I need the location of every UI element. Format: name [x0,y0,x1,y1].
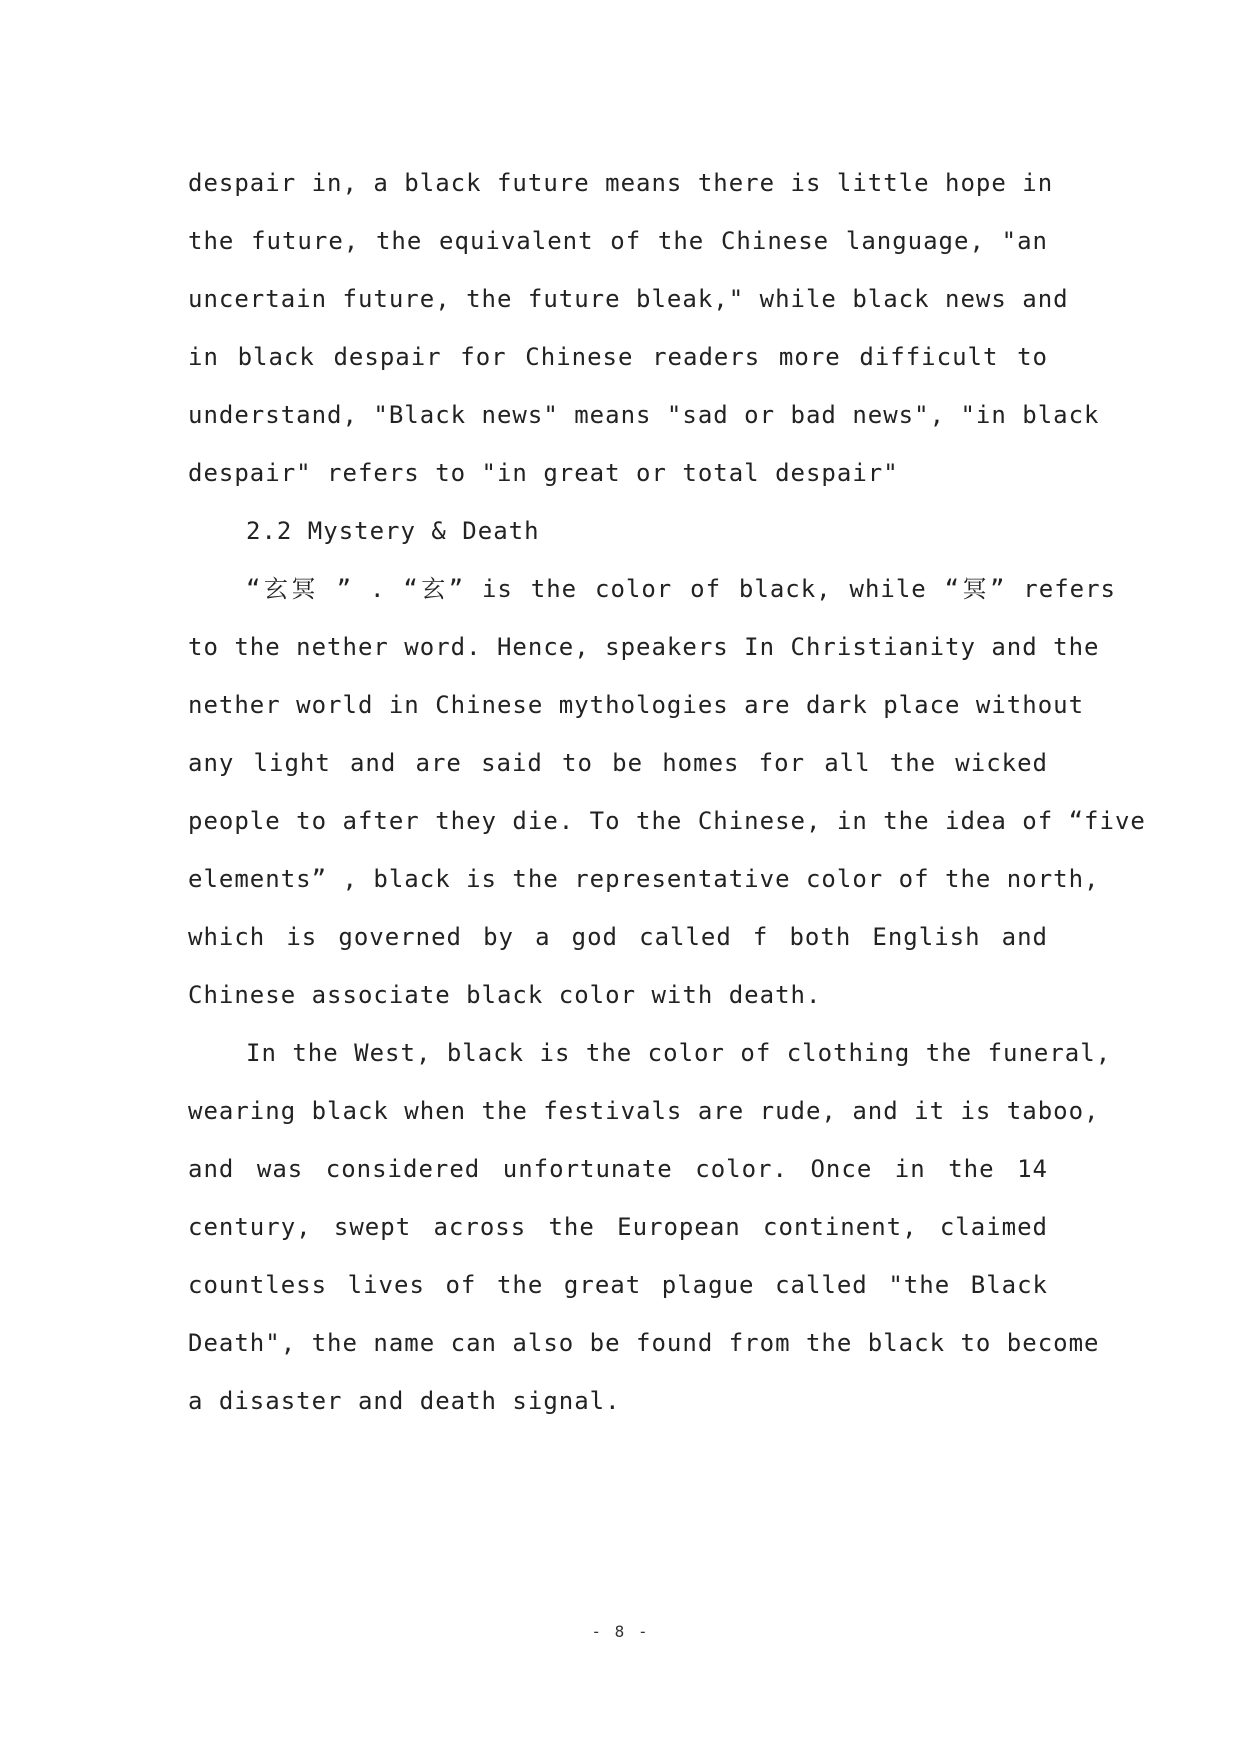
body-line: Chinese associate black color with death. [188,981,822,1009]
section-heading: 2.2 Mystery & Death [246,517,540,545]
page-number: - 8 - [591,1622,650,1641]
body-line: wearing black when the festivals are rude, and it is taboo, [188,1097,1100,1125]
body-line: a disaster and death signal. [188,1387,621,1415]
body-line: uncertain future, the future bleak," while black news and [188,285,1069,313]
body-line: the future, the equivalent of the Chinese language, "an [188,227,1048,255]
body-line: nether world in Chinese mythologies are dark place without [188,691,1085,719]
body-line: Death", the name can also be found from the black to become [188,1329,1100,1357]
body-line: people to after they die. To the Chinese, in the idea of “five [188,807,1146,835]
body-line: “玄冥 ” . “玄” is the color of black, while “冥” refers [246,575,1116,603]
body-line: countless lives of the great plague called "the Black [188,1271,1048,1299]
body-line: which is governed by a god called f both English and [188,923,1048,951]
body-line: despair" refers to "in great or total despair" [188,459,899,487]
body-line: In the West, black is the color of clothing the funeral, [246,1039,1112,1067]
body-line: century, swept across the European continent, claimed [188,1213,1048,1241]
body-line: to the nether word. Hence, speakers In Christianity and the [188,633,1100,661]
body-line: despair in, a black future means there is little hope in [188,169,1054,197]
body-line: any light and are said to be homes for all the wicked [188,749,1048,777]
body-line: and was considered unfortunate color. Once in the 14 [188,1155,1048,1183]
body-line: elements” , black is the representative color of the north, [188,865,1100,893]
body-line: in black despair for Chinese readers more difficult to [188,343,1048,371]
body-line: understand, "Black news" means "sad or bad news", "in black [188,401,1100,429]
